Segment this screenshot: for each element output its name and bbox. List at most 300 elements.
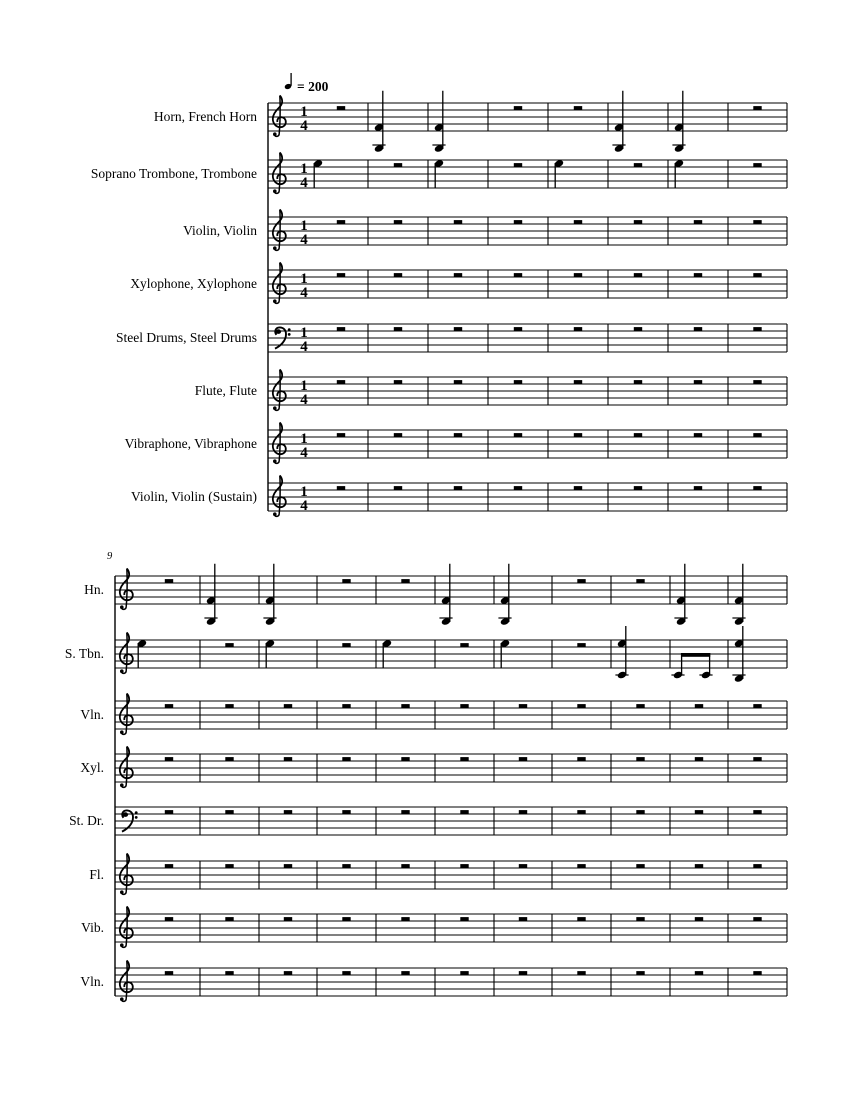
- staff-vln: [80, 694, 787, 735]
- beamed-eighth-pair: [671, 653, 712, 679]
- whole-measure-rest: [337, 220, 345, 224]
- treble-clef-stem: [126, 961, 127, 999]
- whole-measure-rest: [753, 864, 761, 868]
- measure: [694, 486, 702, 490]
- whole-measure-rest: [401, 757, 409, 761]
- measure: [577, 917, 585, 921]
- whole-measure-rest: [574, 273, 582, 277]
- whole-measure-rest: [694, 380, 702, 384]
- whole-measure-rest: [342, 864, 350, 868]
- measure: [165, 579, 173, 583]
- whole-measure-rest: [577, 810, 585, 814]
- measure: [753, 864, 761, 868]
- measure: [753, 380, 761, 384]
- time-signature-denominator: 4: [300, 445, 308, 461]
- measure: [634, 380, 642, 384]
- whole-measure-rest: [514, 163, 522, 167]
- whole-measure-rest: [753, 486, 761, 490]
- measure: [454, 273, 462, 277]
- measure: [337, 380, 345, 384]
- whole-measure-rest: [695, 917, 703, 921]
- whole-measure-rest: [753, 704, 761, 708]
- whole-measure-rest: [401, 864, 409, 868]
- measure: [695, 971, 703, 975]
- measure: [337, 273, 345, 277]
- whole-measure-rest: [284, 971, 292, 975]
- whole-measure-rest: [337, 273, 345, 277]
- measure: [695, 917, 703, 921]
- measure: [401, 704, 409, 708]
- whole-measure-rest: [636, 579, 644, 583]
- eighth-beam: [681, 653, 710, 657]
- staff-hn: [84, 564, 787, 626]
- time-signature-denominator: 4: [300, 175, 308, 191]
- whole-measure-rest: [636, 757, 644, 761]
- measure: [753, 810, 761, 814]
- measure: [753, 163, 761, 167]
- instrument-label: Vibraphone, Vibraphone: [124, 436, 257, 451]
- measure: [454, 220, 462, 224]
- time-signature-numerator: 1: [300, 217, 308, 234]
- whole-measure-rest: [694, 220, 702, 224]
- whole-measure-rest: [165, 917, 173, 921]
- whole-measure-rest: [225, 810, 233, 814]
- treble-clef-icon: [120, 907, 133, 948]
- measure: [519, 757, 527, 761]
- whole-measure-rest: [165, 864, 173, 868]
- measure: [401, 579, 409, 583]
- whole-measure-rest: [460, 917, 468, 921]
- whole-measure-rest: [342, 971, 350, 975]
- measure: [514, 220, 522, 224]
- whole-measure-rest: [577, 757, 585, 761]
- whole-measure-rest: [454, 273, 462, 277]
- whole-measure-rest: [165, 810, 173, 814]
- whole-measure-rest: [695, 864, 703, 868]
- whole-measure-rest: [694, 433, 702, 437]
- whole-measure-rest: [695, 971, 703, 975]
- measure: [695, 757, 703, 761]
- measure: [636, 864, 644, 868]
- treble-clef-icon: [273, 370, 286, 411]
- whole-measure-rest: [401, 704, 409, 708]
- treble-clef-dot: [273, 299, 277, 303]
- treble-clef-stem: [279, 263, 280, 301]
- whole-measure-rest: [454, 327, 462, 331]
- whole-measure-rest: [519, 917, 527, 921]
- whole-measure-rest: [225, 971, 233, 975]
- system-2: [65, 551, 787, 1001]
- measure: [694, 273, 702, 277]
- measure: [574, 273, 582, 277]
- measure: [284, 810, 292, 814]
- staff-xyl: [80, 747, 787, 788]
- staff-vln: [80, 961, 787, 1002]
- measure: [342, 579, 350, 583]
- instrument-label: Steel Drums, Steel Drums: [116, 330, 257, 345]
- whole-measure-rest: [519, 757, 527, 761]
- whole-measure-rest: [284, 864, 292, 868]
- measure: [753, 704, 761, 708]
- whole-measure-rest: [337, 327, 345, 331]
- measure-number: 9: [107, 551, 113, 562]
- instrument-label: St. Dr.: [69, 813, 104, 828]
- staff-s-tbn: [65, 626, 787, 683]
- instrument-label: Violin, Violin (Sustain): [130, 489, 257, 504]
- time-signature-denominator: 4: [300, 232, 308, 248]
- treble-clef-stem: [126, 569, 127, 607]
- measure: [753, 757, 761, 761]
- whole-measure-rest: [165, 971, 173, 975]
- instrument-label: Hn.: [84, 582, 104, 597]
- whole-measure-rest: [753, 971, 761, 975]
- measure: [342, 864, 350, 868]
- measure: [514, 273, 522, 277]
- whole-measure-rest: [634, 380, 642, 384]
- whole-measure-rest: [636, 704, 644, 708]
- measure: [695, 864, 703, 868]
- treble-clef-dot: [273, 459, 277, 463]
- treble-clef-dot: [273, 406, 277, 410]
- whole-measure-rest: [753, 273, 761, 277]
- whole-measure-rest: [342, 810, 350, 814]
- instrument-label: Vln.: [80, 707, 104, 722]
- treble-clef-icon: [273, 263, 286, 304]
- whole-measure-rest: [753, 380, 761, 384]
- staff-flute-flute: [195, 370, 787, 411]
- bass-clef-dot: [135, 811, 138, 814]
- quarter-note-chord: [439, 564, 452, 626]
- treble-clef-dot: [120, 997, 124, 1001]
- whole-measure-rest: [284, 810, 292, 814]
- measure: [514, 486, 522, 490]
- quarter-note-chord: [204, 564, 217, 626]
- measure: [342, 971, 350, 975]
- instrument-label: Flute, Flute: [194, 383, 257, 398]
- measure: [753, 327, 761, 331]
- measure: [514, 327, 522, 331]
- whole-measure-rest: [574, 106, 582, 110]
- whole-measure-rest: [514, 220, 522, 224]
- measure: [284, 864, 292, 868]
- whole-measure-rest: [165, 579, 173, 583]
- whole-measure-rest: [514, 433, 522, 437]
- measure: [519, 864, 527, 868]
- treble-clef-stem: [279, 476, 280, 514]
- measure: [372, 91, 385, 153]
- measure: [753, 917, 761, 921]
- time-signature-numerator: 1: [300, 160, 308, 177]
- measure: [574, 380, 582, 384]
- whole-measure-rest: [514, 486, 522, 490]
- whole-measure-rest: [574, 327, 582, 331]
- whole-measure-rest: [225, 917, 233, 921]
- whole-measure-rest: [574, 220, 582, 224]
- whole-measure-rest: [695, 757, 703, 761]
- measure: [337, 327, 345, 331]
- measure: [394, 380, 402, 384]
- whole-measure-rest: [519, 971, 527, 975]
- whole-measure-rest: [454, 220, 462, 224]
- whole-measure-rest: [342, 579, 350, 583]
- measure: [753, 106, 761, 110]
- measure: [401, 864, 409, 868]
- measure: [634, 433, 642, 437]
- whole-measure-rest: [394, 380, 402, 384]
- measure: [225, 971, 233, 975]
- treble-clef-icon: [120, 961, 133, 1002]
- measure: [394, 273, 402, 277]
- measure: [634, 220, 642, 224]
- measure: [612, 91, 625, 153]
- staff-horn-french-horn: [154, 91, 787, 153]
- treble-clef-dot: [120, 730, 124, 734]
- whole-measure-rest: [342, 917, 350, 921]
- whole-measure-rest: [225, 864, 233, 868]
- whole-measure-rest: [519, 864, 527, 868]
- whole-measure-rest: [454, 433, 462, 437]
- tempo-text: = 200: [297, 79, 329, 94]
- whole-measure-rest: [342, 643, 350, 647]
- whole-measure-rest: [460, 864, 468, 868]
- measure: [204, 564, 217, 626]
- treble-clef-icon: [120, 694, 133, 735]
- whole-measure-rest: [636, 864, 644, 868]
- instrument-label: Horn, French Horn: [153, 109, 257, 124]
- whole-measure-rest: [519, 704, 527, 708]
- treble-clef-icon: [273, 153, 286, 194]
- whole-measure-rest: [394, 327, 402, 331]
- measure: [753, 433, 761, 437]
- treble-clef-stem: [279, 96, 280, 134]
- measure: [454, 327, 462, 331]
- whole-measure-rest: [401, 810, 409, 814]
- measure: [519, 810, 527, 814]
- measure: [732, 564, 745, 626]
- staff-st-dr: [69, 807, 787, 835]
- measure: [337, 106, 345, 110]
- whole-measure-rest: [574, 486, 582, 490]
- staff-steel-drums-steel-drums: [116, 324, 787, 355]
- measure: [574, 433, 582, 437]
- measure: [454, 433, 462, 437]
- measure: [342, 757, 350, 761]
- measure: [165, 704, 173, 708]
- measure: [634, 273, 642, 277]
- whole-measure-rest: [342, 757, 350, 761]
- measure: [225, 864, 233, 868]
- quarter-note-chord: [674, 564, 687, 626]
- measure: [460, 810, 468, 814]
- treble-clef-dot: [120, 783, 124, 787]
- treble-clef-icon: [120, 633, 133, 674]
- measure: [498, 564, 511, 626]
- instrument-label: Xyl.: [80, 760, 104, 775]
- whole-measure-rest: [634, 273, 642, 277]
- treble-clef-dot: [120, 943, 124, 947]
- treble-clef-stem: [279, 423, 280, 461]
- measure: [460, 971, 468, 975]
- instrument-label: Vib.: [81, 920, 104, 935]
- whole-measure-rest: [342, 704, 350, 708]
- measure: [671, 653, 712, 679]
- whole-measure-rest: [460, 643, 468, 647]
- measure: [636, 810, 644, 814]
- measure: [165, 917, 173, 921]
- measure: [694, 220, 702, 224]
- measure: [337, 486, 345, 490]
- treble-clef-stem: [126, 747, 127, 785]
- treble-clef-dot: [273, 189, 277, 193]
- whole-measure-rest: [514, 273, 522, 277]
- staff-fl: [89, 854, 787, 895]
- measure: [577, 864, 585, 868]
- measure: [674, 564, 687, 626]
- measure: [394, 433, 402, 437]
- time-signature-numerator: 1: [300, 324, 308, 341]
- whole-measure-rest: [695, 704, 703, 708]
- measure: [165, 757, 173, 761]
- whole-measure-rest: [394, 433, 402, 437]
- measure: [284, 917, 292, 921]
- treble-clef-stem: [279, 210, 280, 248]
- whole-measure-rest: [694, 273, 702, 277]
- whole-measure-rest: [577, 971, 585, 975]
- whole-measure-rest: [225, 757, 233, 761]
- measure: [263, 564, 276, 626]
- instrument-label: Soprano Trombone, Trombone: [90, 166, 257, 181]
- whole-measure-rest: [519, 810, 527, 814]
- treble-clef-icon: [273, 423, 286, 464]
- quarter-note-chord: [263, 564, 276, 626]
- time-signature-numerator: 1: [300, 270, 308, 287]
- staff-violin-violin-sustain: [131, 476, 787, 517]
- measure: [165, 864, 173, 868]
- treble-clef-dot: [120, 605, 124, 609]
- instrument-label: S. Tbn.: [64, 646, 104, 661]
- whole-measure-rest: [634, 163, 642, 167]
- whole-measure-rest: [460, 704, 468, 708]
- measure: [636, 704, 644, 708]
- measure: [634, 163, 642, 167]
- measure: [401, 757, 409, 761]
- whole-measure-rest: [284, 757, 292, 761]
- measure: [514, 433, 522, 437]
- measure: [225, 643, 233, 647]
- measure: [636, 579, 644, 583]
- whole-measure-rest: [284, 704, 292, 708]
- measure: [225, 757, 233, 761]
- measure: [574, 327, 582, 331]
- treble-clef-stem: [126, 633, 127, 671]
- measure: [577, 579, 585, 583]
- measure: [165, 810, 173, 814]
- time-signature-denominator: 4: [300, 392, 308, 408]
- whole-measure-rest: [694, 486, 702, 490]
- measure: [636, 917, 644, 921]
- measure: [460, 917, 468, 921]
- measure: [694, 380, 702, 384]
- quarter-note-chord: [672, 91, 685, 153]
- whole-measure-rest: [634, 486, 642, 490]
- measure: [672, 91, 685, 153]
- whole-measure-rest: [753, 106, 761, 110]
- quarter-note-chord: [732, 564, 745, 626]
- whole-measure-rest: [394, 273, 402, 277]
- measure: [753, 486, 761, 490]
- measure: [519, 917, 527, 921]
- measure: [753, 971, 761, 975]
- measure: [636, 757, 644, 761]
- whole-measure-rest: [225, 704, 233, 708]
- treble-clef-stem: [126, 694, 127, 732]
- measure: [753, 220, 761, 224]
- measure: [342, 810, 350, 814]
- instrument-label: Xylophone, Xylophone: [130, 276, 257, 291]
- whole-measure-rest: [514, 106, 522, 110]
- bass-clef-head: [123, 812, 128, 817]
- whole-measure-rest: [634, 327, 642, 331]
- whole-measure-rest: [753, 757, 761, 761]
- time-signature-numerator: 1: [300, 430, 308, 447]
- measure: [514, 106, 522, 110]
- whole-measure-rest: [394, 220, 402, 224]
- instrument-label: Fl.: [89, 867, 104, 882]
- whole-measure-rest: [636, 810, 644, 814]
- whole-measure-rest: [401, 579, 409, 583]
- whole-measure-rest: [753, 433, 761, 437]
- whole-measure-rest: [337, 380, 345, 384]
- measure: [577, 810, 585, 814]
- treble-clef-stem: [279, 370, 280, 408]
- staff-vib: [81, 907, 787, 948]
- whole-measure-rest: [337, 433, 345, 437]
- treble-clef-icon: [120, 747, 133, 788]
- treble-clef-stem: [126, 907, 127, 945]
- quarter-note-chord: [612, 91, 625, 153]
- staff-xylophone-xylophone: [130, 263, 787, 304]
- staff-soprano-trombone-trombone: [91, 153, 787, 194]
- treble-clef-icon: [273, 476, 286, 517]
- time-signature-numerator: 1: [300, 103, 308, 120]
- measure: [337, 220, 345, 224]
- whole-measure-rest: [753, 220, 761, 224]
- measure: [694, 327, 702, 331]
- treble-clef-icon: [120, 854, 133, 895]
- treble-clef-stem: [126, 854, 127, 892]
- time-signature-numerator: 1: [300, 483, 308, 500]
- measure: [634, 327, 642, 331]
- treble-clef-icon: [273, 96, 286, 137]
- measure: [615, 626, 628, 679]
- whole-measure-rest: [695, 810, 703, 814]
- measure: [225, 704, 233, 708]
- measure: [574, 106, 582, 110]
- measure: [695, 704, 703, 708]
- measure: [636, 971, 644, 975]
- whole-measure-rest: [577, 864, 585, 868]
- measure: [577, 971, 585, 975]
- whole-measure-rest: [694, 327, 702, 331]
- measure: [342, 643, 350, 647]
- measure: [574, 486, 582, 490]
- whole-measure-rest: [577, 579, 585, 583]
- measure: [394, 486, 402, 490]
- measure: [577, 643, 585, 647]
- whole-measure-rest: [577, 643, 585, 647]
- measure: [753, 273, 761, 277]
- whole-measure-rest: [636, 917, 644, 921]
